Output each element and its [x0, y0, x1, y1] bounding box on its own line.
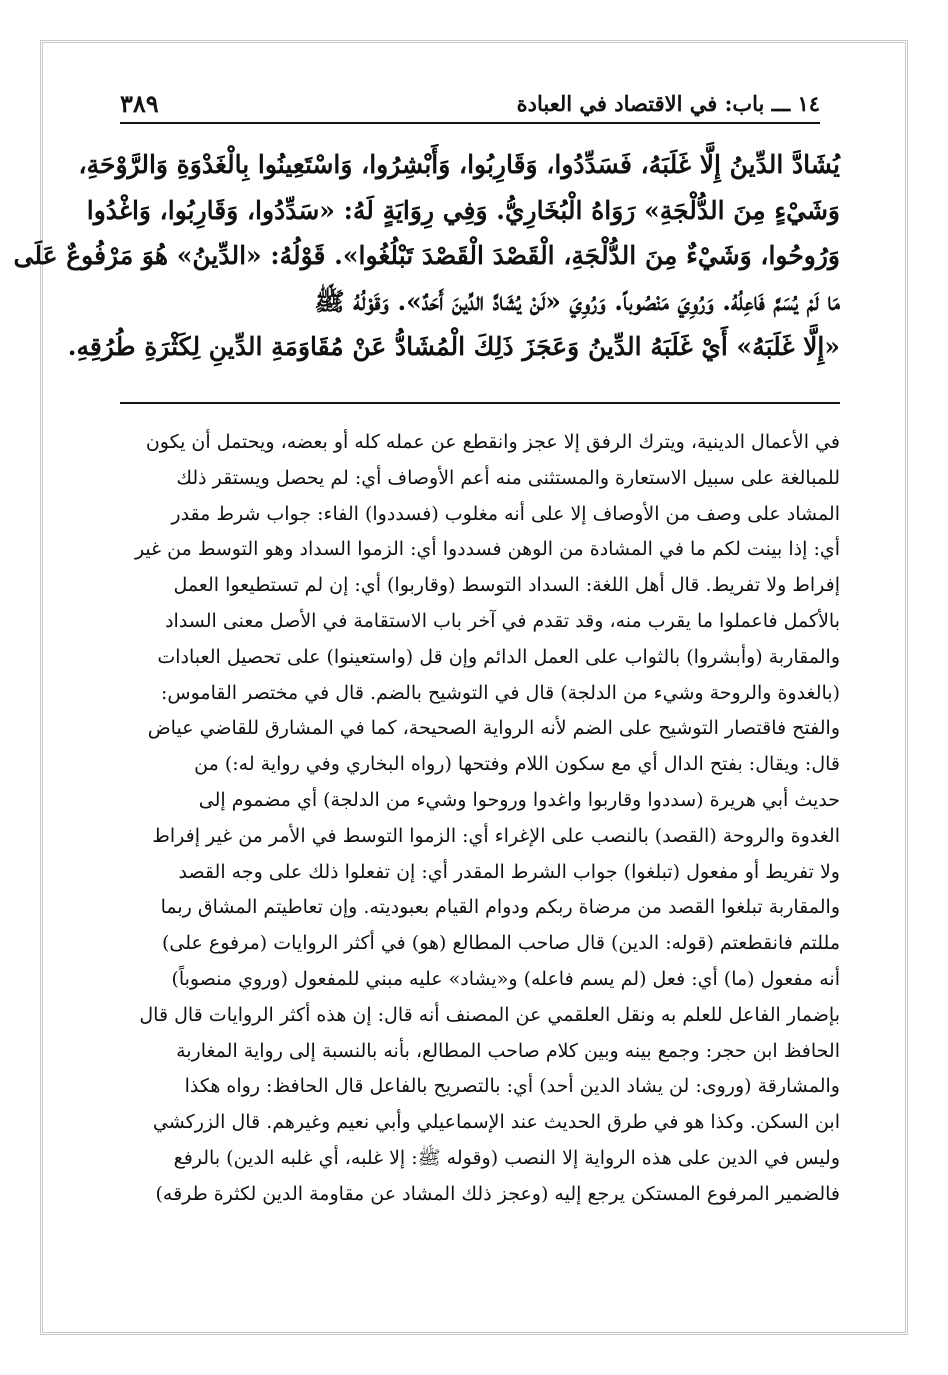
hadith-text [13, 142, 840, 370]
commentary-line: ابن السكن. وكذا هو في طرق الحديث عند الإسماعيلي وأبي نعيم وغيرهم. قال الزركشي [152, 1111, 840, 1134]
commentary-line: إفراط ولا تفريط. قال أهل اللغة: السداد التوسط (وقاربوا) أي: إن لم تستطيعوا العمل [173, 574, 840, 597]
commentary-line: للمبالغة على سبيل الاستعارة والمستثنى منه أعم الأوصاف أي: لم يحصل ويستقر ذلك [176, 466, 840, 489]
commentary-line: مللتم فانقطعتم (قوله: الدين) قال صاحب المطالع (هو) في أكثر الروايات (مرفوع على) [161, 932, 840, 955]
hadith-line: يُشَادَّ الدِّينُ إِلَّا غَلَبَهُ، فَسَدِّدُوا، وَقَارِبُوا، وَأَبْشِرُوا، وَاسْتَعِينُوا بِالْغَدْوَةِ وَالرَّوْحَةِ، [78, 150, 840, 179]
hadith-line: وَرُوحُوا، وَشَيْءٌ مِنَ الدُّلْجَةِ، الْقَصْدَ الْقَصْدَ تَبْلُغُوا». قَوْلُهُ: «الدِّينُ» هُوَ مَرْفُوعٌ عَلَى [13, 241, 840, 271]
page-number: ٣٨٩ [120, 89, 159, 118]
hadith-line: «إِلَّا غَلَبَهُ» أَيْ غَلَبَهُ الدِّينُ وَعَجَزَ ذَلِكَ الْمُشَادُّ عَنْ مُقَاوَمَةِ الدِّينِ لِكَثْرَةِ طُرُقِهِ. [67, 332, 840, 362]
commentary-text [120, 425, 840, 1213]
commentary-line: ولا تفريط أو مفعول (تبلغوا) جواب الشرط المقدر أي: إن تفعلوا ذلك على وجه القصد [178, 860, 840, 883]
commentary-line: والمقاربة تبلغوا القصد من مرضاة ربكم ودوام القيام بعبوديته. وإن تعاطيتم المشاق ربما [160, 896, 840, 919]
commentary-line: فالضمير المرفوع المستكن يرجع إليه (وعجز ذلك المشاد عن مقاومة الدين لكثرة طرقه) [155, 1182, 840, 1205]
commentary-line: بالأكمل فاعملوا ما يقرب منه، وقد تقدم في آخر باب الاستقامة في الأصل معنى السداد [165, 609, 840, 632]
commentary-line: الحافظ ابن حجر: وجمع بينه وبين كلام صاحب المطالع، بأنه بالنسبة إلى رواية المغاربة [176, 1039, 840, 1062]
page-header [120, 82, 820, 124]
commentary-line: والفتح فاقتصار التوشيح على الضم لأنه الرواية الصحيحة، كما في المشارق للقاضي عياض [147, 717, 840, 740]
commentary-line: الغدوة والروحة (القصد) بالنصب على الإغراء أي: الزموا التوسط في الأمر من غير إفراط [152, 824, 840, 847]
commentary-line: في الأعمال الدينية، ويترك الرفق إلا عجز وانقطع عن عمله كله أو بعضه، ويحتمل أن يكون [145, 431, 840, 453]
hadith-line: مَا لَمْ يُسَمَّ فَاعِلُهُ. وَرُوِيَ مَنْصُوباً. وَرُوِيَ «لَنْ يُشَادَّ الدِّينَ أَحَدٌ». وَقَوْلُهُ ﷺ [314, 286, 840, 316]
commentary-line: والمشارقة (وروى: لن يشاد الدين أحد) أي: بالتصريح بالفاعل قال الحافظ: رواه هكذا [184, 1075, 840, 1098]
footnote-separator [120, 402, 840, 404]
commentary-line: أي: إذا بينت لكم ما في المشادة من الوهن فسددوا أي: الزموا السداد وهو التوسط من غير [134, 538, 840, 561]
commentary-line: وليس في الدين على هذه الرواية إلا النصب (وقوله ﷺ: إلا غلبه، أي غلبه الدين) بالرفع [173, 1146, 840, 1169]
commentary-line: حديث أبي هريرة (سددوا وقاربوا واغدوا وروحوا وشيء من الدلجة) أي مضموم إلى [198, 788, 840, 811]
commentary-line: المشاد على وصف من الأوصاف إلا على أنه مغلوب (فسددوا) الفاء: جواب شرط مقدر [171, 502, 840, 525]
commentary-line: والمقاربة (وأبشروا) بالثواب على العمل الدائم وإن قل (واستعينوا) على تحصيل العبادات [157, 645, 840, 668]
running-title: ١٤ ـــ باب: في الاقتصاد في العبادة [516, 91, 820, 116]
commentary-line: بإضمار الفاعل للعلم به ونقل العلقمي عن المصنف أنه قال: إن هذه أكثر الروايات قال قال [139, 1003, 840, 1026]
commentary-line: قال: ويقال: بفتح الدال أي مع سكون اللام وفتحها (رواه البخاري وفي رواية له:) من [194, 753, 840, 776]
hadith-line: وَشَيْءٍ مِنَ الدُّلْجَةِ» رَوَاهُ الْبُخَارِيُّ. وَفِي رِوَايَةٍ لَهُ: «سَدِّدُوا، وَقَارِبُوا، وَاغْدُوا [86, 195, 840, 225]
commentary-line: (بالغدوة والروحة وشيء من الدلجة) قال في التوشيح بالضم. قال في مختصر القاموس: [161, 681, 840, 704]
commentary-line: أنه مفعول (ما) أي: فعل (لم يسم فاعله) و«يشاد» عليه مبني للمفعول (وروي منصوباً) [171, 967, 840, 990]
